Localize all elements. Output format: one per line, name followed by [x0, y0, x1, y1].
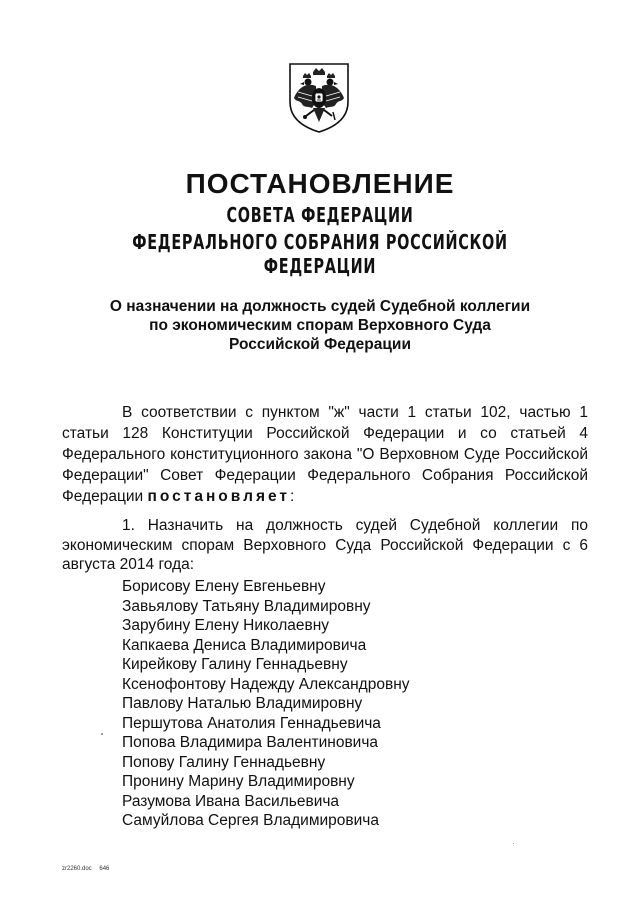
preamble-paragraph	[62, 402, 588, 507]
list-item: Першутова Анатолия Геннадьевича	[122, 714, 381, 732]
list-item: Завьялову Татьяну Владимировну	[122, 597, 371, 615]
preamble-colon: :	[290, 488, 295, 505]
list-item: Капкаева Дениса Владимировича	[122, 636, 367, 654]
document-subject	[60, 297, 580, 354]
list-item: Пронину Марину Владимировну	[122, 773, 355, 790]
scan-speck	[101, 733, 103, 735]
list-item: Борисову Елену Евгеньевну	[122, 578, 326, 595]
list-item: Самуйлова Сергея Владимировича	[122, 812, 379, 829]
subject-line: по экономическим спорам Верховного Суда	[149, 317, 491, 334]
footer-code: 646	[99, 866, 110, 872]
document-type-heading: ПОСТАНОВЛЕНИЕ	[185, 168, 455, 199]
issuer-line-council: СОВЕТА ФЕДЕРАЦИИ	[226, 203, 414, 227]
list-item: Разумова Ивана Васильевича	[122, 792, 340, 810]
list-item: Ксенофонтову Надежду Александровну	[122, 675, 410, 693]
list-item: Попова Владимира Валентиновича	[122, 734, 379, 751]
list-item: Зарубину Елену Николаевну	[122, 617, 330, 634]
issuer-line-assembly: ФЕДЕРАЛЬНОГО СОБРАНИЯ РОССИЙСКОЙ ФЕДЕРАЦИИ	[132, 230, 508, 278]
scan-speck	[513, 843, 514, 844]
document-footer	[62, 866, 109, 872]
list-item: Попову Галину Геннадьевну	[122, 753, 326, 771]
list-item: Павлову Наталью Владимировну	[122, 695, 363, 712]
subject-line: О назначении на должность судей Судебной коллегии	[109, 298, 531, 315]
footer-file-name: zr2260.doc	[62, 866, 92, 872]
russian-coat-of-arms-icon	[286, 62, 352, 134]
resolves-keyword: постановляет	[147, 488, 290, 505]
subject-line: Российской Федерации	[229, 336, 411, 353]
list-item: Кирейкову Галину Геннадьевну	[122, 656, 348, 673]
clause-1-paragraph: 1. Назначить на должность судей Судебной коллегии по экономическим спорам Верховного Суда Российской Федерации с 6 августа 2014 года:	[62, 517, 588, 573]
appointees-list	[122, 577, 410, 831]
preamble-text: В соответствии с пунктом "ж" части 1 статьи 102, частью 1 статьи 128 Конституции Российской Федерации и со статьей 4 Федерального конституционного закона "О Верховном Суде Российской Федерации" Совет Федерации Федерального Собрания Российской Федерации	[62, 404, 588, 505]
